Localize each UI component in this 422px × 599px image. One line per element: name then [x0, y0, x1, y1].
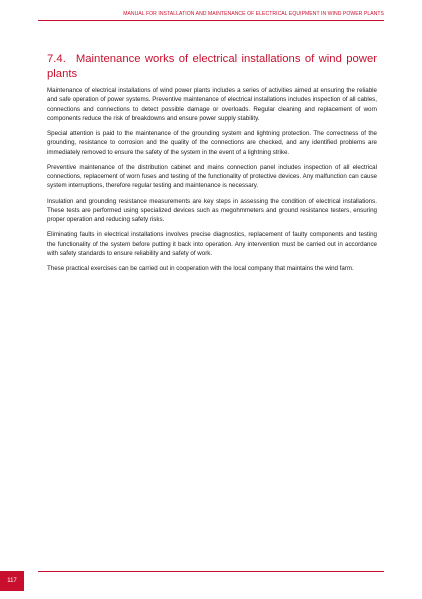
footer-divider	[38, 571, 384, 572]
body-text	[47, 86, 377, 279]
paragraph: Insulation and grounding resistance measurements are key steps in assessing the condition of electrical installations. These tests are performed using specialized devices such as megohmmeters and ground resistance testers, ensuring proper operation and reducing safety risks.	[47, 197, 377, 223]
paragraph: Special attention is paid to the maintenance of the grounding system and lightning protection. The correctness of the grounding, resistance to corrosion and the quality of the connections are checked, and any identified problems are immediately removed to ensure the safety of the system in the event of a lightning strike.	[47, 130, 377, 156]
section-title	[47, 52, 377, 82]
section-number: 7.4.	[47, 53, 66, 65]
section-title-text: Maintenance works of electrical installations of wind power plants	[47, 53, 377, 80]
running-header: MANUAL FOR INSTALLATION AND MAINTENANCE OF ELECTRICAL EQUIPMENT IN WIND POWER PLANTS	[123, 11, 384, 17]
paragraph: Maintenance of electrical installations of wind power plants includes a series of activities aimed at ensuring the reliable and safe operation of power systems. Preventive maintenance of electrical installations includes inspection of all cables, connections and connections to detect possible damage or overloads. Regular cleaning and replacement of worn components reduce the risk of breakdowns and ensure power supply stability.	[47, 87, 377, 122]
paragraph: Preventive maintenance of the distribution cabinet and mains connection panel includes inspection of all electrical connections, replacement of worn fuses and testing of the functionality of protective devices. Any malfunction can cause system interruptions, therefore regular testing and maintenance is necessary.	[47, 163, 377, 190]
page-number: 117	[7, 578, 17, 584]
paragraph: These practical exercises can be carried out in cooperation with the local company that maintains the wind farm.	[47, 265, 354, 272]
header-divider	[38, 20, 384, 21]
paragraph: Eliminating faults in electrical installations involves precise diagnostics, replacement of faulty components and testing the functionality of the system before putting it back into operation. Any intervention must be carried out in accordance with safety standards to ensure reliability and safety of work.	[47, 231, 377, 257]
